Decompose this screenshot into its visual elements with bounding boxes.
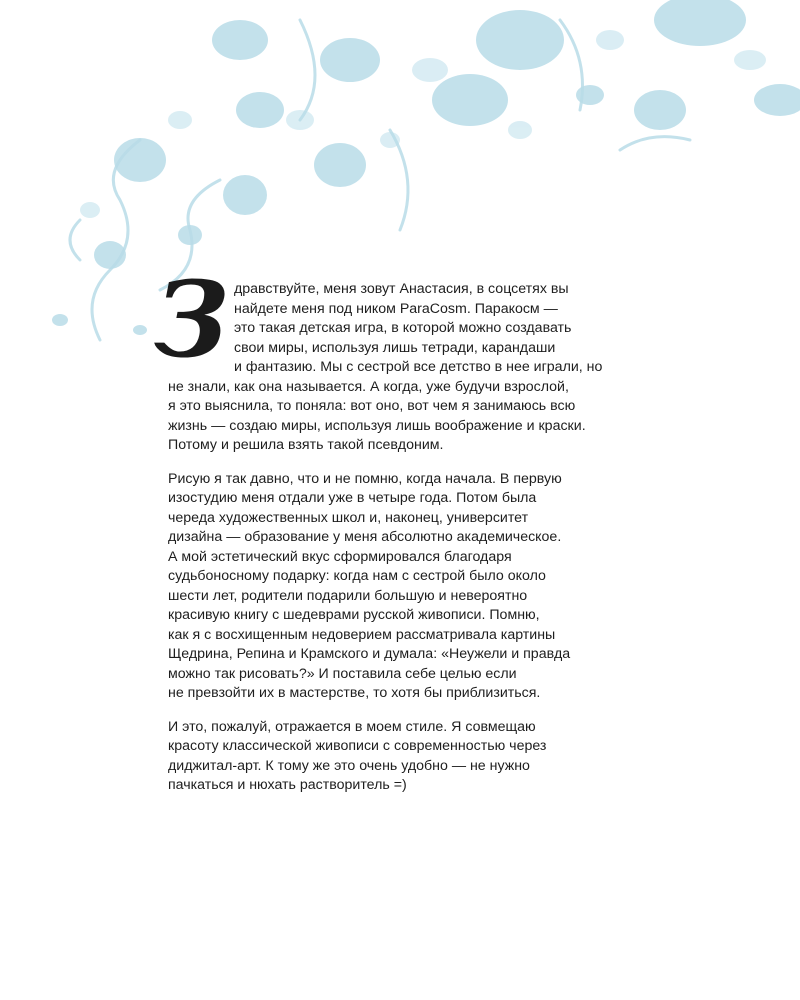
paragraph-1 [168,280,620,456]
text-line: и фантазию. Мы с сестрой все детство в нее играли, но [234,359,603,375]
text-line: череда художественных школ и, наконец, университет [168,509,529,526]
paragraph-3 [168,718,620,796]
text-line: не превзойти их в мастерстве, то хотя бы приблизиться. [168,685,541,701]
text-line: дравствуйте, меня зовут Анастасия, в соцсетях вы [234,281,569,297]
text-line: свои миры, используя лишь тетради, карандаши [234,339,556,356]
text-line: это такая детская игра, в которой можно создавать [234,320,572,336]
text-line: жизнь — создаю миры, используя лишь воображение и краски. [168,417,586,434]
drop-cap-letter [148,272,230,368]
text-line: судьбоносному подарку: когда нам с сестрой было около [168,568,546,584]
text-line: пачкаться и нюхать растворитель =) [168,777,407,793]
text-line: диджитал-арт. К тому же это очень удобно — не нужно [168,757,530,774]
text-line: я это выяснила, то поняла: вот оно, вот чем я занимаюсь всю [168,398,576,414]
text-line: Щедрина, Репина и Крамского и думала: «Неужели и правда [168,646,571,662]
text-line: найдете меня под ником ParaCosm. Паракосм — [234,300,558,317]
text-line: Рисую я так давно, что и не помню, когда начала. В первую [168,470,562,487]
text-line: А мой эстетический вкус сформировался благодаря [168,548,512,565]
text-line: можно так рисовать?» И поставила себе целью если [168,665,517,682]
svg-text:З: З [154,272,230,368]
article-text [154,272,620,810]
text-line: дизайна — образование у меня абсолютно академическое. [168,529,562,545]
text-line: красивую книгу с шедеврами русской живописи. Помню, [168,607,540,623]
text-line: И это, пожалуй, отражается в моем стиле. Я совмещаю [168,718,536,735]
text-line: не знали, как она называется. А когда, уже будучи взрослой, [168,378,569,395]
text-line: красоту классической живописи с современностью через [168,738,547,754]
text-line: Потому и решила взять такой псевдоним. [168,437,444,453]
text-line: изостудию меня отдали уже в четыре года. Потом была [168,490,537,506]
text-line: шести лет, родители подарили большую и невероятно [168,587,528,604]
paragraph-2 [168,470,620,704]
text-line: как я с восхищенным недоверием рассматривала картины [168,626,556,643]
